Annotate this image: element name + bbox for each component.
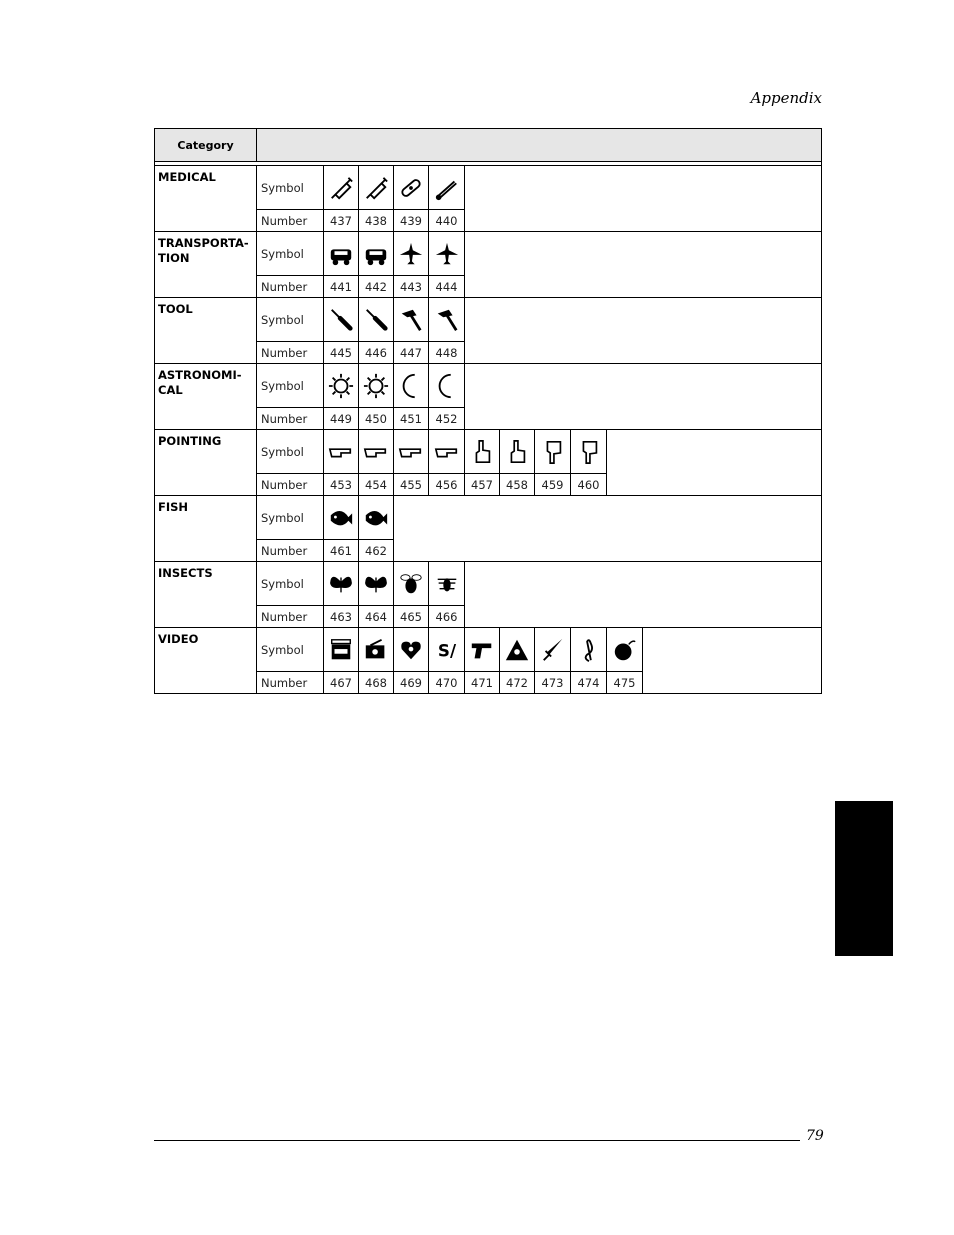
symbol-row — [155, 562, 822, 606]
symbol-number: 440 — [429, 210, 465, 232]
symbol-cell — [394, 166, 429, 210]
symbol-number: 475 — [607, 672, 643, 694]
symbol-cell — [359, 562, 394, 606]
treble-clef-icon — [576, 635, 602, 665]
symbol-cell — [359, 628, 394, 672]
symbol-cell — [429, 430, 465, 474]
category-name-line1: TOOL — [158, 302, 193, 316]
symbol-row-label: Symbol — [257, 166, 324, 210]
symbol-number: 466 — [429, 606, 465, 628]
category-name — [155, 628, 257, 694]
symbol-number: 471 — [465, 672, 500, 694]
blank-cell — [643, 628, 822, 694]
symbol-number: 445 — [324, 342, 359, 364]
table-header-row — [155, 129, 822, 162]
symbol-number: 437 — [324, 210, 359, 232]
symbol-number: 455 — [394, 474, 429, 496]
symbol-number: 457 — [465, 474, 500, 496]
symbol-cell — [394, 232, 429, 276]
hand-point-down-icon — [576, 437, 602, 467]
symbol-number: 460 — [571, 474, 607, 496]
blank-cell — [465, 562, 822, 628]
number-row-label: Number — [257, 210, 324, 232]
symbol-cell — [394, 628, 429, 672]
symbol-row-label: Symbol — [257, 232, 324, 276]
footer-rule — [154, 1140, 800, 1141]
symbol-row — [155, 232, 822, 276]
blank-cell — [465, 298, 822, 364]
category-name-line2: CAL — [158, 383, 183, 397]
screwdriver-icon — [363, 305, 389, 335]
symbol-number: 452 — [429, 408, 465, 430]
symbol-number: 470 — [429, 672, 465, 694]
symbol-cell — [465, 430, 500, 474]
symbol-cell — [359, 166, 394, 210]
number-row-label: Number — [257, 342, 324, 364]
category-name-line1: POINTING — [158, 434, 222, 448]
category-name-line1: ASTRONOMI- — [158, 368, 242, 382]
symbol-number: 442 — [359, 276, 394, 298]
symbol-cell — [324, 166, 359, 210]
symbol-row — [155, 430, 822, 474]
symbol-cell — [359, 430, 394, 474]
symbol-cell — [535, 430, 571, 474]
symbol-row — [155, 166, 822, 210]
symbol-row — [155, 628, 822, 672]
symbol-row-label: Symbol — [257, 496, 324, 540]
moon-icon — [398, 371, 424, 401]
dollar-sign-icon — [434, 635, 460, 665]
blank-cell — [394, 496, 822, 562]
symbol-number: 464 — [359, 606, 394, 628]
category-name — [155, 562, 257, 628]
symbol-cell — [324, 298, 359, 342]
symbol-number: 450 — [359, 408, 394, 430]
symbol-cell — [324, 562, 359, 606]
category-column-header: Category — [155, 129, 257, 162]
symbol-number: 448 — [429, 342, 465, 364]
symbol-number: 451 — [394, 408, 429, 430]
hammer-icon — [434, 305, 460, 335]
category-name — [155, 430, 257, 496]
symbol-row — [155, 364, 822, 408]
symbol-number: 446 — [359, 342, 394, 364]
blank-cell — [465, 232, 822, 298]
hammer-icon — [398, 305, 424, 335]
airplane-icon — [434, 239, 460, 269]
symbol-number: 467 — [324, 672, 359, 694]
symbol-cell — [394, 430, 429, 474]
fish-icon — [363, 503, 389, 533]
symbol-cell — [607, 628, 643, 672]
number-row-label: Number — [257, 540, 324, 562]
sun-icon — [363, 371, 389, 401]
number-row-label: Number — [257, 276, 324, 298]
category-name — [155, 166, 257, 232]
symbol-cell — [324, 364, 359, 408]
page-header-title: Appendix — [750, 89, 822, 107]
symbol-cell — [394, 298, 429, 342]
car-icon — [328, 239, 354, 269]
screwdriver-icon — [328, 305, 354, 335]
hand-point-right-icon — [434, 437, 460, 467]
symbol-number: 458 — [500, 474, 535, 496]
thermometer-icon — [434, 173, 460, 203]
sun-icon — [328, 371, 354, 401]
section-tab-marker — [835, 801, 893, 956]
symbol-cell — [429, 562, 465, 606]
number-row-label: Number — [257, 408, 324, 430]
blank-cell — [607, 430, 822, 496]
symbol-table — [154, 128, 822, 694]
hand-point-up-icon — [504, 437, 530, 467]
hand-point-up-icon — [469, 437, 495, 467]
symbol-cell — [394, 364, 429, 408]
symbol-cell — [324, 430, 359, 474]
symbol-number: 444 — [429, 276, 465, 298]
symbol-cell — [429, 298, 465, 342]
category-name — [155, 298, 257, 364]
symbol-number: 474 — [571, 672, 607, 694]
symbol-row-label: Symbol — [257, 298, 324, 342]
page-number: 79 — [806, 1128, 824, 1144]
symbol-cell — [465, 628, 500, 672]
hand-point-right-icon — [398, 437, 424, 467]
symbol-cell — [394, 562, 429, 606]
symbol-number: 438 — [359, 210, 394, 232]
symbol-cell — [324, 232, 359, 276]
hand-point-right-icon — [363, 437, 389, 467]
symbol-row — [155, 298, 822, 342]
heart-icon — [398, 635, 424, 665]
symbol-number: 456 — [429, 474, 465, 496]
airplane-icon — [398, 239, 424, 269]
symbol-cell — [429, 364, 465, 408]
number-row-label: Number — [257, 606, 324, 628]
dagger-icon — [540, 635, 566, 665]
symbol-row-label: Symbol — [257, 430, 324, 474]
symbol-number: 449 — [324, 408, 359, 430]
category-name — [155, 232, 257, 298]
symbol-cell — [324, 496, 359, 540]
blank-cell — [465, 166, 822, 232]
symbol-number: 462 — [359, 540, 394, 562]
category-name — [155, 364, 257, 430]
syringe-icon — [328, 173, 354, 203]
symbol-number: 454 — [359, 474, 394, 496]
moon-icon — [434, 371, 460, 401]
symbol-cell — [359, 496, 394, 540]
symbol-cell — [429, 628, 465, 672]
symbol-number: 465 — [394, 606, 429, 628]
number-row-label: Number — [257, 474, 324, 496]
bee-icon — [398, 569, 424, 599]
bomb-icon — [612, 635, 638, 665]
pistol-icon — [469, 635, 495, 665]
category-name-line1: VIDEO — [158, 632, 199, 646]
ghost-mountain-icon — [504, 635, 530, 665]
symbol-cell — [324, 628, 359, 672]
symbol-row-label: Symbol — [257, 364, 324, 408]
symbol-number: 468 — [359, 672, 394, 694]
hand-point-right-icon — [328, 437, 354, 467]
symbol-cell — [571, 628, 607, 672]
symbol-row-label: Symbol — [257, 628, 324, 672]
symbol-number: 463 — [324, 606, 359, 628]
symbol-number: 447 — [394, 342, 429, 364]
blank-cell — [465, 364, 822, 430]
car-icon — [363, 239, 389, 269]
category-name-line2: TION — [158, 251, 190, 265]
category-name-line1: FISH — [158, 500, 189, 514]
category-name-line1: MEDICAL — [158, 170, 216, 184]
symbol-number: 472 — [500, 672, 535, 694]
category-name — [155, 496, 257, 562]
symbol-number: 459 — [535, 474, 571, 496]
fish-icon — [328, 503, 354, 533]
symbol-cell — [500, 628, 535, 672]
fly-icon — [434, 569, 460, 599]
category-name-line1: TRANSPORTA- — [158, 236, 249, 250]
symbol-cell — [429, 166, 465, 210]
symbol-number: 453 — [324, 474, 359, 496]
symbol-number: 461 — [324, 540, 359, 562]
butterfly-icon — [328, 569, 354, 599]
syringe-icon — [363, 173, 389, 203]
header-blank-cell — [257, 129, 822, 162]
symbol-cell — [359, 298, 394, 342]
clapperboard-icon — [328, 635, 354, 665]
number-row-label: Number — [257, 672, 324, 694]
symbol-cell — [359, 232, 394, 276]
video-camera-icon — [363, 635, 389, 665]
svg-text:S/: S/ — [437, 640, 456, 660]
symbol-number: 469 — [394, 672, 429, 694]
hand-point-down-icon — [540, 437, 566, 467]
symbol-cell — [500, 430, 535, 474]
bandage-icon — [398, 173, 424, 203]
symbol-cell — [571, 430, 607, 474]
symbol-number: 473 — [535, 672, 571, 694]
symbol-cell — [429, 232, 465, 276]
symbol-row-label: Symbol — [257, 562, 324, 606]
category-name-line1: INSECTS — [158, 566, 213, 580]
symbol-row — [155, 496, 822, 540]
butterfly-icon — [363, 569, 389, 599]
symbol-number: 439 — [394, 210, 429, 232]
symbol-number: 441 — [324, 276, 359, 298]
symbol-cell — [359, 364, 394, 408]
symbol-cell — [535, 628, 571, 672]
symbol-number: 443 — [394, 276, 429, 298]
